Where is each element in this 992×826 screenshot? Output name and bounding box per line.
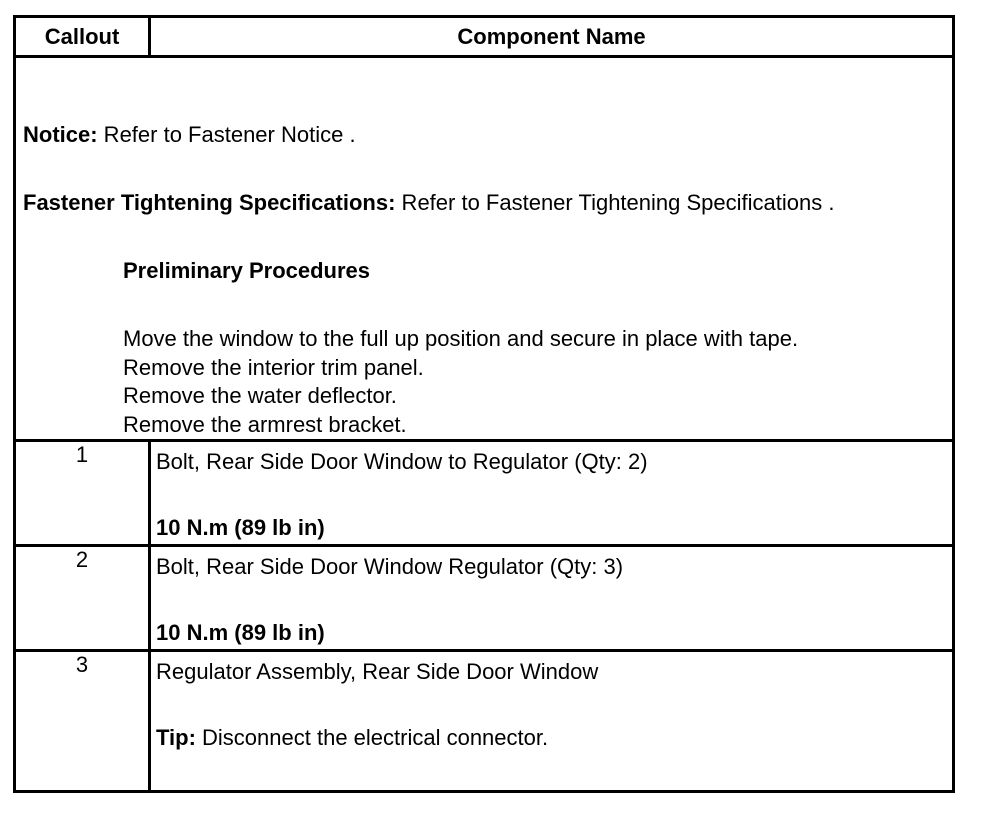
component-cell [150, 546, 954, 651]
table-row [15, 546, 954, 651]
intro-row [15, 57, 954, 441]
tip-text: Disconnect the electrical connector. [195, 725, 549, 750]
component-name: Regulator Assembly, Rear Side Door Window [156, 659, 599, 684]
table-header-row [15, 17, 954, 57]
preliminary-step: Remove the water deflector. [123, 383, 397, 408]
tip-label: Tip: [156, 725, 196, 750]
callout-number: 3 [15, 651, 150, 792]
callout-column-header: Callout [15, 17, 150, 57]
component-cell [150, 651, 954, 792]
notice-line [23, 121, 952, 149]
callout-number: 1 [15, 441, 150, 546]
preliminary-step: Remove the interior trim panel. [123, 354, 424, 380]
component-name-column-header: Component Name [150, 17, 954, 57]
preliminary-steps-list [123, 325, 952, 439]
intro-cell [15, 57, 954, 441]
callout-number: 2 [15, 546, 150, 651]
torque-spec: 10 N.m (89 lb in) [156, 620, 325, 645]
fastener-spec-label: Fastener Tightening Specifications: [23, 190, 396, 215]
fastener-spec-line [23, 189, 952, 217]
preliminary-step: Move the window to the full up position and secure in place with tape. [123, 326, 799, 351]
component-cell [150, 441, 954, 546]
component-table [13, 15, 955, 793]
table-row [15, 441, 954, 546]
component-name: Bolt, Rear Side Door Window Regulator (Qty: 3) [156, 554, 624, 579]
notice-text: Refer to Fastener Notice . [97, 122, 356, 147]
torque-spec: 10 N.m (89 lb in) [156, 515, 325, 540]
table-row [15, 651, 954, 792]
preliminary-step: Remove the armrest bracket. [123, 411, 407, 437]
fastener-spec-text: Refer to Fastener Tightening Specifications . [395, 190, 835, 215]
notice-label: Notice: [23, 122, 98, 147]
preliminary-procedures-title: Preliminary Procedures [123, 258, 371, 283]
component-name: Bolt, Rear Side Door Window to Regulator (Qty: 2) [156, 449, 648, 474]
tip-line [156, 724, 952, 752]
